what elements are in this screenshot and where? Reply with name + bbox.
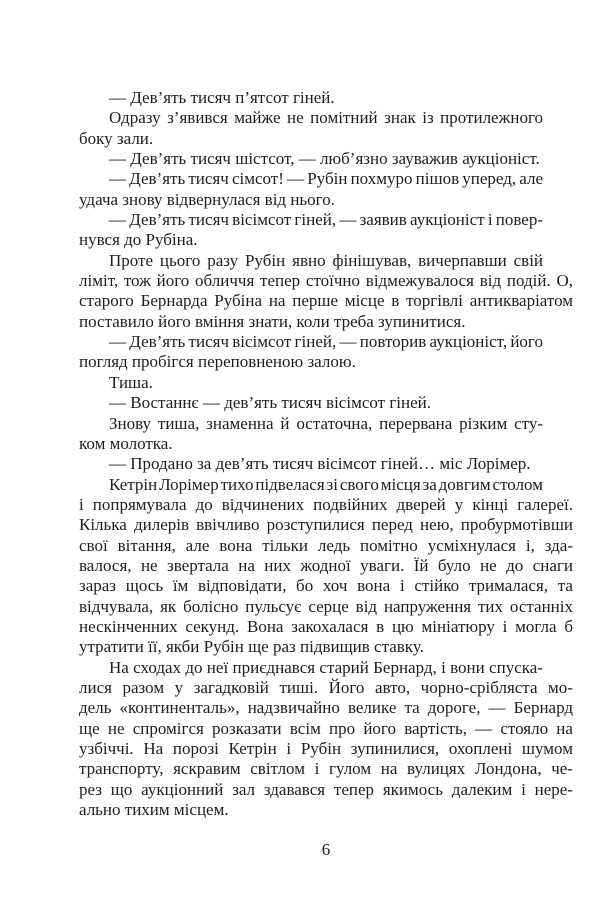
paragraph [79, 251, 573, 332]
paragraph [79, 393, 573, 413]
text-line-content: свої вітання, але вона тільки ледь помітно усміхнулася і, зда- [79, 535, 573, 555]
text-line [79, 475, 573, 495]
paragraph [79, 454, 573, 474]
text-line [79, 800, 573, 820]
text-line-content: — Дев’ять тисяч сімсот! — Рубін похмуро пішов уперед, але [109, 169, 544, 189]
text-line-content: і попрямувала до відчинених подвійних дверей у кінці галереї. [79, 494, 573, 514]
text-line-content: — Дев’ять тисяч вісімсот гіней, — заявив аукціоніст і повер- [109, 210, 544, 230]
text-line [79, 251, 573, 271]
paragraph [79, 210, 573, 251]
text-line [79, 454, 573, 474]
paragraph [79, 658, 573, 821]
text-line-content: ально тихим місцем. [79, 800, 229, 820]
text-line [79, 617, 573, 637]
text-line [79, 658, 573, 678]
text-line-content: відчувала, як болісно пульсує серце від напруження тих останніх [79, 596, 573, 616]
text-line [79, 739, 573, 759]
text-line-content: Одразу з’явився майже не помітний знак із протилежного [109, 108, 543, 128]
text-line [79, 434, 573, 454]
text-line-content: Кетрін Лорімер тихо підвелася зі свого місця за довгим столом [109, 474, 543, 494]
text-line-content: дель «континенталь», надзвичайно велике та дороге, — Бернард [79, 698, 574, 718]
text-line-content: лися разом у загадковій тиші. Його авто, чорно-срібляста мо- [79, 677, 573, 697]
text-line [79, 332, 573, 352]
text-line [79, 352, 573, 372]
paragraph [79, 88, 573, 108]
text-line [79, 576, 573, 596]
text-line [79, 291, 573, 311]
text-line-content: узбіччі. На порозі Кетрін і Рубін зупинилися, охоплені шумом [79, 739, 573, 758]
text-line [79, 271, 573, 291]
text-line [79, 780, 573, 800]
text-line-content: — Продано за дев’ять тисяч вісімсот гіней… міс Лорімер. [109, 454, 531, 474]
text-line [79, 149, 573, 169]
text-line [79, 373, 573, 393]
text-line-content: Тиша. [109, 372, 153, 392]
text-line-content: утратити її, якби Рубін ще раз підвищив ставку. [79, 637, 424, 657]
text-line [79, 495, 573, 515]
text-line-content: Кілька дилерів ввічливо розступилися перед нею, пробурмотівши [79, 515, 574, 535]
text-line [79, 637, 573, 657]
text-line [79, 190, 573, 210]
text-line [79, 393, 573, 413]
text-line [79, 210, 573, 230]
paragraph [79, 108, 573, 149]
text-line [79, 312, 573, 332]
text-line [79, 129, 573, 149]
paragraph [79, 332, 573, 373]
text-line [79, 88, 573, 108]
text-line-content: транспорту, яскравим світлом і гулом на вулицях Лондона, че- [79, 759, 573, 779]
text-line-content: старого Бернарда Рубіна на перше місце в торгівлі антикваріатом [79, 291, 574, 311]
text-line-content: Проте цього разу Рубін явно фінішував, вичерпавши свій [109, 250, 544, 270]
text-line-content: На сходах до неї приєднався старий Бернард, і вони спуска- [109, 657, 543, 677]
text-line-content: нескінченних секунд. Вона закохалася в цю мініатюру і могла б [79, 616, 573, 636]
text-line-content: Знову тиша, знаменна й остаточна, перервана різким сту- [109, 413, 543, 433]
text-line-content: зараз щось їм відповідати, бо хоч вона і стійко трималася, та [79, 576, 573, 596]
text-line [79, 230, 573, 250]
text-line [79, 698, 573, 718]
paragraph [79, 373, 573, 393]
text-line-content: — Дев’ять тисяч шістсот, — люб’язно зауважив аукціоніст. [109, 149, 540, 169]
paragraph [79, 149, 573, 169]
text-line [79, 108, 573, 128]
paragraph [79, 169, 573, 210]
text-line-content: рез що аукціонний зал здавався тепер якимось далеким і нере- [79, 779, 573, 799]
text-line-content: удача знову відвернулася від нього. [79, 189, 335, 209]
text-line-content: — Дев’ять тисяч вісімсот гіней, — повторив аукціоніст, його [109, 332, 543, 352]
body-text [79, 88, 573, 820]
text-line [79, 556, 573, 576]
text-line-content: нувся до Рубіна. [79, 230, 198, 250]
text-line-content: — Востаннє — дев’ять тисяч вісімсот гіней. [109, 393, 432, 413]
text-line-content: — Дев’ять тисяч п’ятсот гіней. [109, 88, 335, 107]
text-line [79, 759, 573, 779]
text-line-content: валося, не звертала на них жодної уваги. Їй було не до снаги [79, 555, 573, 575]
text-line-content: ще не спромігся розказати всім про його вартість, — стояло на [79, 718, 573, 738]
text-line [79, 678, 573, 698]
page-number: 6 [321, 840, 331, 859]
paragraph [79, 414, 573, 455]
text-line-content: ком молотка. [79, 433, 173, 453]
paragraph [79, 475, 573, 658]
text-line [79, 169, 573, 189]
text-line-content: ліміт, тож його обличчя тепер стоїчно відмежувалося від подій. О, [79, 271, 574, 291]
text-line-content: поставило його вміння знати, коли треба зупинитися. [79, 311, 466, 331]
text-line [79, 515, 573, 535]
text-line [79, 414, 573, 434]
text-line [79, 536, 573, 556]
text-line [79, 719, 573, 739]
text-line-content: боку зали. [79, 128, 154, 148]
text-line-content: погляд пробігся переповненою залою. [79, 352, 356, 372]
text-line [79, 597, 573, 617]
